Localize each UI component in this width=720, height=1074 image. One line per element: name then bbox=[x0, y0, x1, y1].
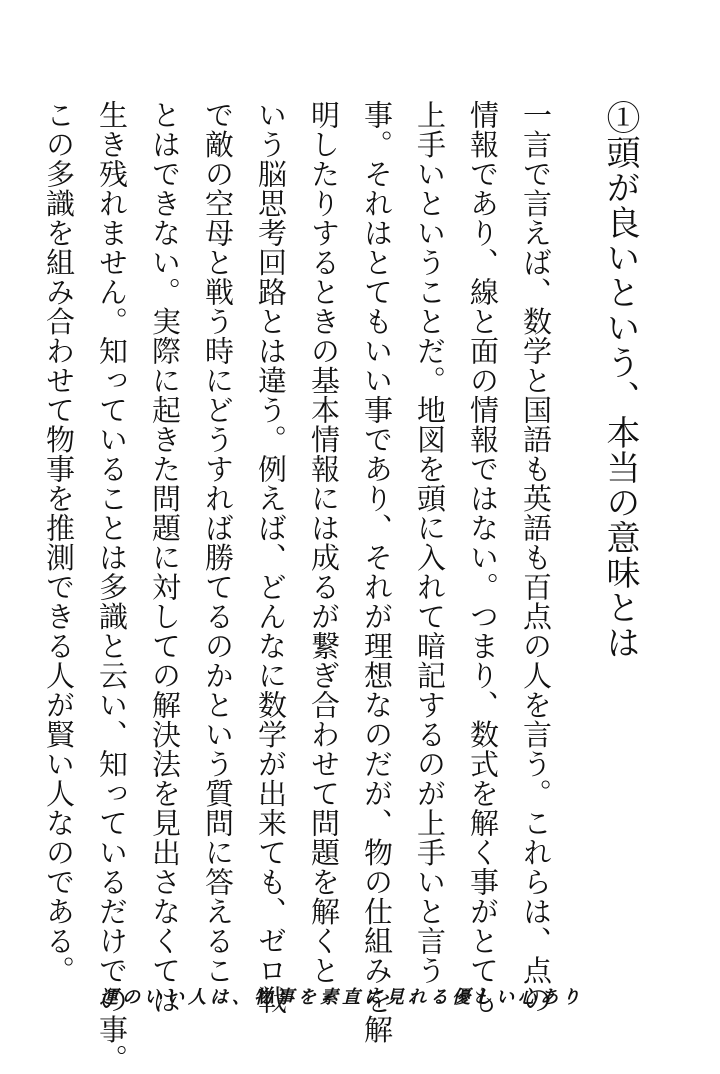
body-line: 明したりするときの基本情報には成るが繋ぎ合わせて問題を解くと bbox=[307, 100, 341, 985]
footer-caption: 運のいい人は、物事を素直に見れる優しい心あり bbox=[100, 987, 584, 1008]
body-line: とはできない。実際に起きた問題に対しての解決法を見出さなくては bbox=[148, 100, 182, 1015]
body-line: 上手いということだ。地図を頭に入れて暗記するのが上手いと言う bbox=[413, 100, 447, 985]
body-line: 生き残れません。知っていることは多識と云い、知っているだけでの事。 bbox=[95, 100, 129, 1074]
body-line: 情報であり、線と面の情報ではない。つまり、数式を解く事がとても bbox=[466, 100, 500, 1015]
body-line: で敵の空母と戦う時にどうすれば勝てるのかという質問に答えるこ bbox=[201, 100, 235, 985]
body-line: いう脳思考回路とは違う。例えば、どんなに数学が出来ても、ゼロ戦 bbox=[254, 100, 288, 1015]
body-line: この多識を組み合わせて物事を推測できる人が賢い人なのである。 bbox=[42, 100, 76, 985]
body-line: 一言で言えば、数学と国語も英語も百点の人を言う。これらは、点の bbox=[519, 100, 553, 1015]
body-line: 事。それはとてもいい事であり、それが理想なのだが、物の仕組みを解 bbox=[360, 100, 394, 1044]
page-title: ①頭が良いという、本当の意味とは bbox=[600, 100, 640, 660]
